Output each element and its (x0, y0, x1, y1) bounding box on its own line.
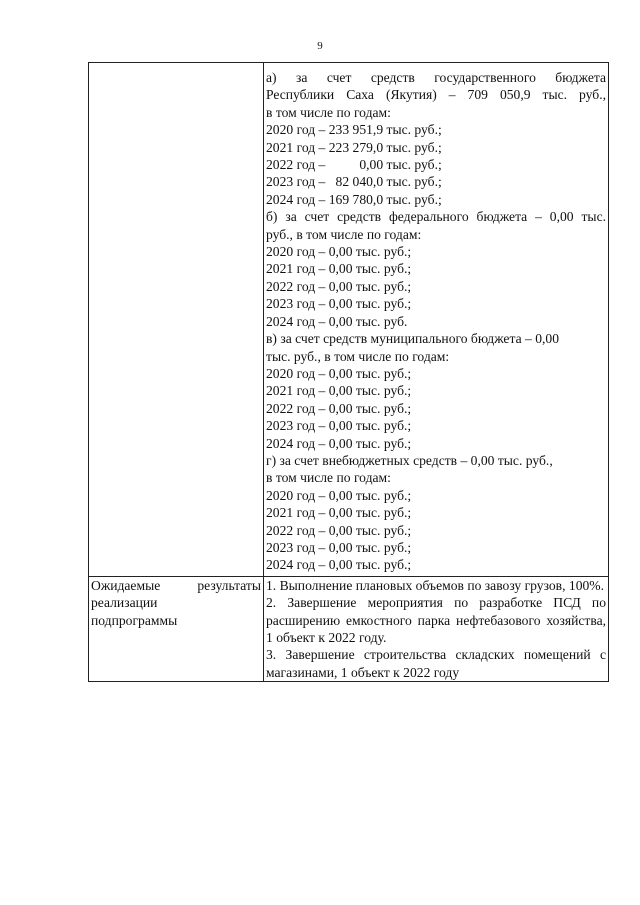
expected-result-item: 1. Выполнение плановых объемов по завозу грузов, 100%. (266, 577, 605, 593)
funding-line: а) за счет средств государственного бюджета (266, 70, 606, 85)
funding-line: 2021 год – 0,00 тыс. руб.; (266, 261, 412, 277)
funding-line: 2024 год – 0,00 тыс. руб. (266, 313, 408, 329)
funding-line: б) за счет средств федерального бюджета – 0,00 тыс. (266, 209, 606, 225)
expected-results-label-line: Ожидаемые результаты (91, 577, 261, 593)
funding-line: 2024 год – 169 780,0 тыс. руб.; (266, 191, 442, 207)
funding-line: 2024 год – 0,00 тыс. руб.; (266, 557, 412, 573)
funding-line: Республики Саха (Якутия) – 709 050,9 тыс. руб., (266, 87, 606, 103)
funding-line: 2020 год – 0,00 тыс. руб.; (266, 244, 412, 260)
funding-line: в том числе по годам: (266, 470, 391, 486)
funding-line: 2023 год – 0,00 тыс. руб.; (266, 296, 412, 312)
funding-line: руб., в том числе по годам: (266, 226, 422, 242)
expected-result-item: 2. Завершение мероприятия по разработке ПСД по расширению емкостного парка нефтебазового хозяйства, 1 объект к 2022 году. (266, 595, 606, 645)
funding-line: 2023 год – 82 040,0 тыс. руб.; (266, 174, 442, 190)
funding-line: тыс. руб., в том числе по годам: (266, 348, 450, 364)
funding-line: 2021 год – 223 279,0 тыс. руб.; (266, 139, 442, 155)
funding-line: 2024 год – 0,00 тыс. руб.; (266, 435, 412, 451)
funding-line: г) за счет внебюджетных средств – 0,00 тыс. руб., (266, 452, 553, 468)
expected-results-label-line: подпрограммы (91, 612, 178, 628)
funding-label-cell (89, 63, 264, 577)
funding-line: 2021 год – 0,00 тыс. руб.; (266, 505, 412, 521)
funding-content-cell (264, 63, 609, 577)
table-row-funding (89, 63, 609, 577)
funding-line: 2020 год – 233 951,9 тыс. руб.; (266, 122, 442, 138)
funding-line: в том числе по годам: (266, 104, 391, 120)
expected-results-label-cell (89, 576, 264, 681)
expected-results-content-cell (264, 576, 609, 681)
funding-line: 2020 год – 0,00 тыс. руб.; (266, 487, 412, 503)
passport-table (88, 62, 609, 682)
funding-line: 2023 год – 0,00 тыс. руб.; (266, 418, 412, 434)
funding-line: 2022 год – 0,00 тыс. руб.; (266, 278, 412, 294)
funding-line: 2020 год – 0,00 тыс. руб.; (266, 365, 412, 381)
funding-line: 2022 год – 0,00 тыс. руб.; (266, 400, 412, 416)
table-row-expected-results (89, 576, 609, 681)
expected-results-label-line: реализации (91, 595, 158, 611)
funding-line: 2022 год – 0,00 тыс. руб.; (266, 522, 412, 538)
funding-line: 2022 год – 0,00 тыс. руб.; (266, 157, 442, 173)
expected-result-item: 3. Завершение строительства складских помещений с магазинами, 1 объект к 2022 году (266, 647, 606, 680)
page-number: 9 (317, 40, 323, 52)
funding-line: 2023 год – 0,00 тыс. руб.; (266, 539, 412, 555)
funding-line: 2021 год – 0,00 тыс. руб.; (266, 383, 412, 399)
funding-line: в) за счет средств муниципального бюджета – 0,00 (266, 331, 559, 347)
